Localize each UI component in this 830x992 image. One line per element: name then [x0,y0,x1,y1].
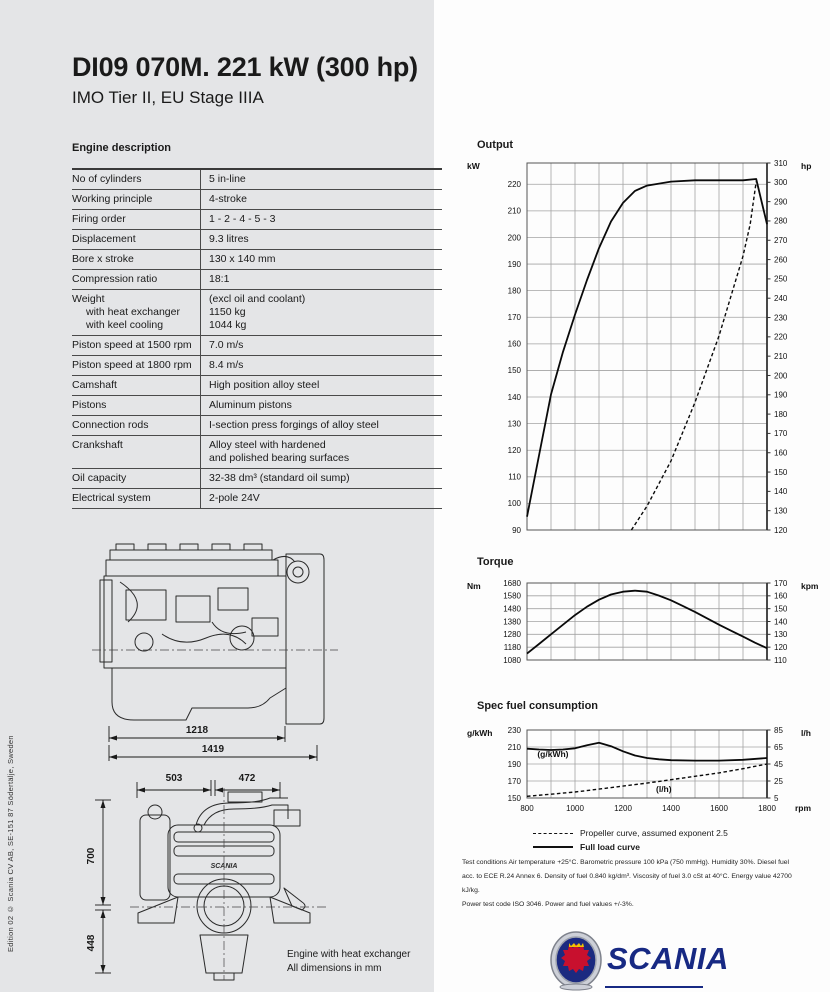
row-value: 8.4 m/s [200,356,442,375]
dashed-line-sample [533,833,573,834]
propeller-curve-assumed-exponent-2-5-curve [631,182,756,530]
svg-text:472: 472 [238,773,256,784]
front-dim-700 [86,800,111,905]
svg-text:240: 240 [774,294,788,304]
svg-text:85: 85 [774,725,783,735]
scania-wordmark: SCANIA [607,941,729,976]
row-label: Crankshaft [72,439,123,451]
torque-chart-title: Torque [477,556,514,568]
svg-text:kW: kW [467,161,480,171]
output-chart-title: Output [477,139,514,151]
row-label: No of cylinders [72,173,142,185]
engine-description-table [72,168,442,509]
row-label: Oil capacity [72,472,127,484]
svg-text:140: 140 [774,487,788,497]
table-row [72,336,442,356]
table-row [72,396,442,416]
svg-text:800: 800 [520,804,534,813]
table-row [72,190,442,210]
svg-text:1400: 1400 [662,804,680,813]
svg-text:1580: 1580 [503,591,521,601]
svg-text:700: 700 [86,847,97,865]
svg-text:260: 260 [774,255,788,265]
svg-text:270: 270 [774,236,788,246]
row-label: Weight with heat exchanger with keel cooling [72,293,180,331]
legend-propeller-label: Propeller curve, assumed exponent 2.5 [580,828,728,838]
table-row [72,489,442,509]
svg-text:120: 120 [774,525,788,535]
legend-fullload-row [533,842,728,852]
svg-text:503: 503 [165,773,183,784]
row-label: Piston speed at 1500 rpm [72,339,192,351]
front-dim-503 [137,773,211,798]
row-label: Working principle [72,193,153,205]
row-value: High position alloy steel [200,376,442,395]
svg-text:140: 140 [507,392,521,402]
svg-text:150: 150 [774,604,788,614]
svg-text:200: 200 [774,371,788,381]
svg-text:210: 210 [774,351,788,361]
row-value: 7.0 m/s [200,336,442,355]
svg-text:300: 300 [774,178,788,188]
test-conditions-line-1: Test conditions Air temperature +25°C. Barometric pressure 100 kPa (750 mmHg). Humidity 30%. Diesel fuel [462,859,790,866]
svg-text:120: 120 [774,642,788,652]
table-row [72,356,442,376]
output-chart [465,158,830,542]
test-conditions-line-2: acc. to ECE R.24 Annex 6. Density of fuel 0.840 kg/dm³. Viscosity of fuel 3.0 cSt at 40°C. Energy value 42700 kJ/kg. [462,873,792,894]
svg-text:310: 310 [774,158,788,168]
legend-propeller-row [533,828,728,838]
fuel-chart [465,722,830,820]
table-row [72,290,442,336]
test-conditions-line-3: Power test code ISO 3046. Power and fuel values +/-3%. [462,901,634,908]
table-row [72,250,442,270]
valve-cover-text: SCANIA [210,863,238,870]
svg-text:170: 170 [507,776,521,786]
svg-text:25: 25 [774,776,783,786]
row-value: 4-stroke [200,190,442,209]
svg-text:210: 210 [507,206,521,216]
svg-text:130: 130 [774,630,788,640]
svg-text:5: 5 [774,793,779,803]
svg-text:1200: 1200 [614,804,632,813]
caption-line-1: Engine with heat exchanger [287,949,411,960]
svg-text:220: 220 [507,180,521,190]
svg-text:45: 45 [774,759,783,769]
svg-text:1480: 1480 [503,604,521,614]
page-title: DI09 070M. 221 kW (300 hp) [72,52,418,82]
svg-text:230: 230 [507,725,521,735]
front-dim-472 [215,773,280,798]
table-row [72,170,442,190]
svg-text:190: 190 [507,759,521,769]
solid-line-sample [533,846,573,848]
row-label: Connection rods [72,419,149,431]
engine-side-view-drawing [92,538,422,765]
caption-line-2: All dimensions in mm [287,963,382,974]
row-label: Displacement [72,233,136,245]
row-label: Piston speed at 1800 rpm [72,359,192,371]
logo-underline [605,986,703,988]
table-row [72,210,442,230]
svg-text:200: 200 [507,233,521,243]
svg-text:290: 290 [774,197,788,207]
svg-text:65: 65 [774,742,783,752]
edition-text: Edition 02 © Scania CV AB, SE-151 87 Södertälje, Sweden [6,735,15,953]
svg-text:160: 160 [507,339,521,349]
svg-text:1180: 1180 [503,642,521,652]
table-row [72,270,442,290]
svg-text:140: 140 [774,617,788,627]
torque-chart [465,575,830,667]
svg-text:190: 190 [774,390,788,400]
test-conditions [462,856,807,912]
table-row [72,230,442,250]
drawing-caption [287,948,410,976]
svg-text:l/h: l/h [801,728,811,738]
svg-text:448: 448 [86,934,97,952]
row-value: 18:1 [200,270,442,289]
row-label: Electrical system [72,492,151,504]
svg-text:1080: 1080 [503,655,521,665]
scania-griffin-badge [549,930,603,992]
svg-text:(l/h): (l/h) [656,784,672,795]
svg-text:g/kWh: g/kWh [467,728,493,738]
row-label: Camshaft [72,379,117,391]
row-value: 9.3 litres [200,230,442,249]
svg-text:170: 170 [774,429,788,439]
svg-text:190: 190 [507,259,521,269]
svg-text:hp: hp [801,161,812,171]
svg-text:210: 210 [507,742,521,752]
table-row [72,436,442,469]
fuel-chart-title: Spec fuel consumption [477,700,599,712]
svg-text:170: 170 [507,313,521,323]
table-row [72,376,442,396]
svg-text:(g/kWh): (g/kWh) [537,749,569,760]
svg-text:kpm: kpm [801,581,819,591]
svg-text:1000: 1000 [566,804,584,813]
row-value: 2-pole 24V [200,489,442,508]
row-label: Firing order [72,213,126,225]
row-value: 32-38 dm³ (standard oil sump) [200,469,442,488]
svg-text:160: 160 [774,591,788,601]
svg-text:230: 230 [774,313,788,323]
svg-text:180: 180 [774,409,788,419]
svg-text:1680: 1680 [503,578,521,588]
svg-text:220: 220 [774,332,788,342]
svg-text:Nm: Nm [467,581,481,591]
page-subtitle: IMO Tier II, EU Stage IIIA [72,88,264,107]
svg-text:1600: 1600 [710,804,728,813]
engine-description-header: Engine description [72,142,172,154]
svg-text:1280: 1280 [503,630,521,640]
svg-text:1419: 1419 [201,744,225,755]
row-value: 5 in-line [200,170,442,189]
row-label: Pistons [72,399,107,411]
svg-text:150: 150 [774,467,788,477]
svg-text:rpm: rpm [795,803,812,813]
svg-text:150: 150 [507,366,521,376]
svg-text:100: 100 [507,499,521,509]
chart-legend [533,828,728,856]
side-dim-1419 [109,744,317,761]
legend-fullload-label: Full load curve [580,842,640,852]
row-value: Aluminum pistons [200,396,442,415]
svg-text:90: 90 [512,525,521,535]
row-value: 1 - 2 - 4 - 5 - 3 [200,210,442,229]
table-row [72,416,442,436]
svg-text:110: 110 [774,655,787,665]
side-dim-1218 [109,725,285,742]
svg-text:130: 130 [507,419,521,429]
svg-text:1380: 1380 [503,617,521,627]
svg-text:170: 170 [774,578,788,588]
front-dim-448 [86,910,111,973]
svg-text:160: 160 [774,448,788,458]
svg-text:130: 130 [774,506,788,516]
row-label: Compression ratio [72,273,158,285]
table-row [72,469,442,489]
row-label: Bore x stroke [72,253,134,265]
row-value: I-section press forgings of alloy steel [200,416,442,435]
svg-text:1218: 1218 [185,725,209,736]
svg-text:120: 120 [507,446,521,456]
row-value: (excl oil and coolant) 1150 kg 1044 kg [200,290,442,335]
svg-text:250: 250 [774,274,788,284]
svg-text:180: 180 [507,286,521,296]
row-value: 130 x 140 mm [200,250,442,269]
row-value: Alloy steel with hardened and polished bearing surfaces [200,436,442,468]
svg-text:280: 280 [774,216,788,226]
svg-text:110: 110 [508,472,521,482]
svg-text:150: 150 [507,793,521,803]
svg-text:1800: 1800 [758,804,776,813]
